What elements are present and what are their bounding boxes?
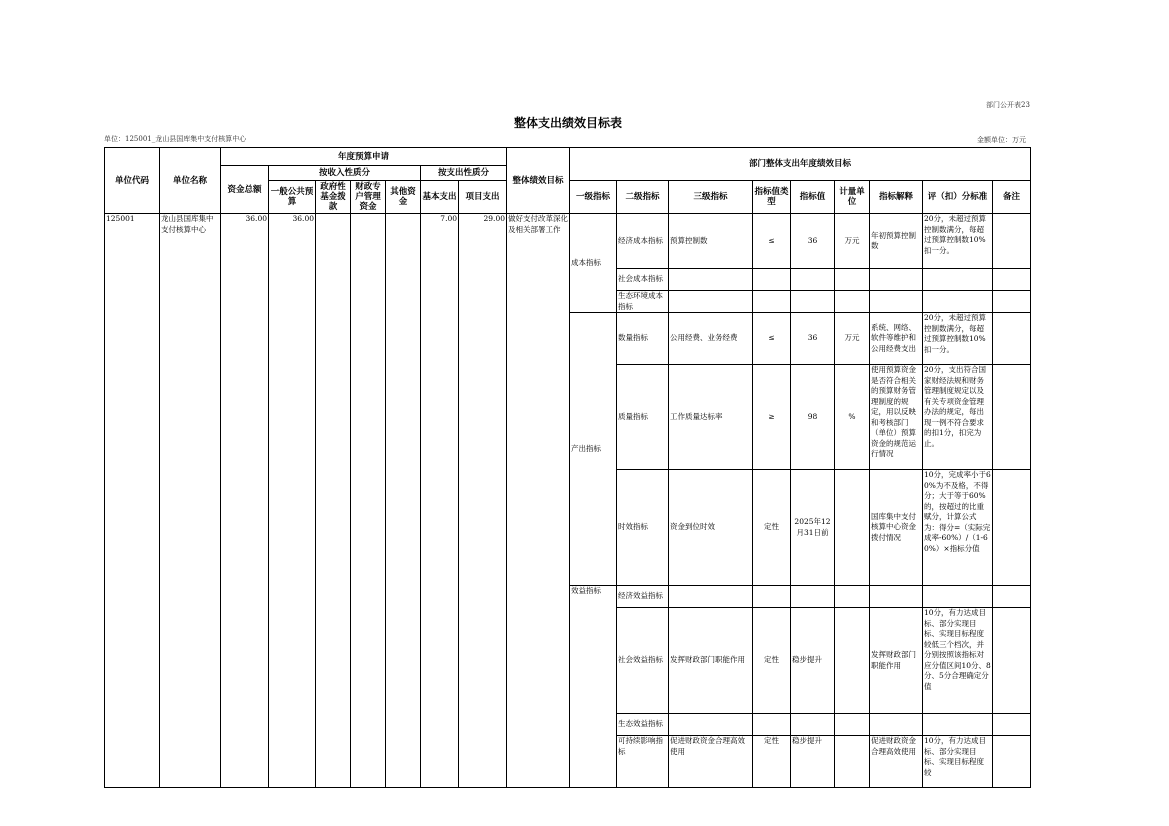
cell-unit [835, 586, 870, 608]
header-by-expense: 按支出性质分 [421, 166, 507, 181]
cell-unit [835, 470, 870, 586]
cell-l2: 社会成本指标 [617, 269, 669, 291]
cell-score [923, 291, 993, 313]
cell-score [923, 269, 993, 291]
header-level1: 一级指标 [570, 181, 617, 214]
cell-basic-expense: 7.00 [421, 214, 459, 788]
cell-l2: 数量指标 [617, 313, 669, 365]
cell-score: 10分，有力达成目标、部分实现目标、实现目标程度较 [923, 736, 993, 788]
header-dept-goal: 部门整体支出年度绩效目标 [570, 148, 1031, 181]
cell-project-expense: 29.00 [459, 214, 507, 788]
cell-l2: 生态效益指标 [617, 714, 669, 736]
cell-unit: 万元 [835, 214, 870, 269]
cell-total-funds: 36.00 [221, 214, 269, 788]
cell-remark [993, 736, 1031, 788]
cell-explain [870, 586, 923, 608]
header-basic-expense: 基本支出 [421, 181, 459, 214]
header-annual-budget: 年度预算申请 [221, 148, 507, 166]
cell-unit: 万元 [835, 313, 870, 365]
header-remark: 备注 [993, 181, 1031, 214]
header-unit-code: 单位代码 [105, 148, 160, 214]
cell-remark [993, 214, 1031, 269]
cell-value [791, 714, 835, 736]
cell-l3 [669, 586, 753, 608]
cell-l2: 时效指标 [617, 470, 669, 586]
cell-l3: 促进财政资金合理高效使用 [669, 736, 753, 788]
header-scoring: 评（扣）分标准 [923, 181, 993, 214]
cell-remark [993, 291, 1031, 313]
cell-remark [993, 365, 1031, 470]
cell-value: 稳步提升 [791, 736, 835, 788]
header-value: 指标值 [791, 181, 835, 214]
cell-value [791, 269, 835, 291]
header-unit: 计量单位 [835, 181, 870, 214]
cell-unit [835, 608, 870, 714]
cell-explain: 国库集中支付核算中心资金拨付情况 [870, 470, 923, 586]
cell-explain [870, 269, 923, 291]
cell-value [791, 586, 835, 608]
header-level2: 二级指标 [617, 181, 669, 214]
cell-l2: 质量指标 [617, 365, 669, 470]
performance-table [104, 147, 1031, 788]
level1-cost: 成本指标 [570, 214, 617, 313]
cell-explain: 年初预算控制数 [870, 214, 923, 269]
cell-vtype: ≤ [753, 313, 791, 365]
header-project-expense: 项目支出 [459, 181, 507, 214]
cell-unit-name: 龙山县国库集中支付核算中心 [160, 214, 221, 788]
cell-value: 36 [791, 214, 835, 269]
amount-unit-label: 金额单位：万元 [977, 136, 1026, 144]
unit-label: 单位：125001_龙山县国库集中支付核算中心 [104, 135, 247, 143]
cell-l3: 资金到位时效 [669, 470, 753, 586]
cell-l3 [669, 714, 753, 736]
cell-unit [835, 736, 870, 788]
cell-remark [993, 714, 1031, 736]
cell-explain: 使用预算资金是否符合相关的预算财务管理制度的规定，用以反映和考核部门（单位）预算资金的规范运行情况 [870, 365, 923, 470]
cell-score: 10分，有力达成目标、部分实现目标、实现目标程度较低三个档次，并分别按照该指标对应分值区间10分、8分、5分合理确定分值 [923, 608, 993, 714]
level1-output: 产出指标 [570, 313, 617, 586]
cell-unit: % [835, 365, 870, 470]
cell-explain [870, 714, 923, 736]
page-tag: 部门公开表23 [986, 101, 1030, 109]
cell-vtype: 定性 [753, 470, 791, 586]
cell-remark [993, 608, 1031, 714]
cell-score: 10分，完成率小于60%为不及格，不得分；大于等于60%的，按超过的比重赋分，计算公式为：得分=（实际完成率-60%）/（1-60%）×指标分值 [923, 470, 993, 586]
header-by-income: 按收入性质分 [269, 166, 421, 181]
cell-l2: 社会效益指标 [617, 608, 669, 714]
cell-vtype: 定性 [753, 736, 791, 788]
cell-vtype: ≤ [753, 214, 791, 269]
cell-explain: 促进财政资金合理高效使用 [870, 736, 923, 788]
cell-value: 36 [791, 313, 835, 365]
cell-value: 2025年12月31日前 [791, 470, 835, 586]
cell-remark [993, 313, 1031, 365]
cell-explain [870, 291, 923, 313]
cell-l2: 经济效益指标 [617, 586, 669, 608]
cell-vtype [753, 269, 791, 291]
header-fiscal-special: 财政专户管理资金 [351, 181, 386, 214]
cell-vtype: ≥ [753, 365, 791, 470]
header-general-budget: 一般公共预算 [269, 181, 316, 214]
cell-explain: 发挥财政部门职能作用 [870, 608, 923, 714]
cell-remark [993, 269, 1031, 291]
cell-l3 [669, 269, 753, 291]
cell-gov-fund [316, 214, 351, 788]
level1-benefit: 效益指标 [570, 586, 617, 788]
cell-l3 [669, 291, 753, 313]
page-title: 整体支出绩效目标表 [514, 116, 623, 130]
cell-vtype [753, 714, 791, 736]
cell-l2: 经济成本指标 [617, 214, 669, 269]
cell-score [923, 714, 993, 736]
cell-remark [993, 470, 1031, 586]
header-gov-fund: 政府性基金拨款 [316, 181, 351, 214]
cell-unit [835, 291, 870, 313]
cell-l3: 工作质量达标率 [669, 365, 753, 470]
cell-score: 20分，支出符合国家财经法规和财务管理制度规定以及有关专项资金管理办法的规定，每出现一例不符合要求的扣1分，扣完为止。 [923, 365, 993, 470]
cell-unit [835, 714, 870, 736]
header-other-funds: 其他资金 [386, 181, 421, 214]
cell-vtype [753, 586, 791, 608]
cell-l2: 生态环境成本指标 [617, 291, 669, 313]
cell-other-funds [386, 214, 421, 788]
cell-general-budget: 36.00 [269, 214, 316, 788]
cell-score [923, 586, 993, 608]
cell-l3: 发挥财政部门职能作用 [669, 608, 753, 714]
header-unit-name: 单位名称 [160, 148, 221, 214]
cell-unit [835, 269, 870, 291]
cell-remark [993, 586, 1031, 608]
cell-l3: 公用经费、业务经费 [669, 313, 753, 365]
cell-vtype: 定性 [753, 608, 791, 714]
table-row [105, 214, 1031, 269]
cell-unit-code: 125001 [105, 214, 160, 788]
cell-fiscal-special [351, 214, 386, 788]
cell-explain: 系统、网络、软件等维护和公用经费支出 [870, 313, 923, 365]
cell-value [791, 291, 835, 313]
header-value-type: 指标值类型 [753, 181, 791, 214]
cell-value: 98 [791, 365, 835, 470]
header-total-funds: 资金总额 [221, 166, 269, 214]
cell-l2: 可持续影响指标 [617, 736, 669, 788]
header-explain: 指标解释 [870, 181, 923, 214]
cell-score: 20分，未超过预算控制数满分，每超过预算控制数10%扣一分。 [923, 214, 993, 269]
cell-overall-goal: 做好支付改革深化及相关部署工作 [507, 214, 570, 788]
cell-score: 20分，未超过预算控制数满分，每超过预算控制数10%扣一分。 [923, 313, 993, 365]
header-level3: 三级指标 [669, 181, 753, 214]
cell-vtype [753, 291, 791, 313]
header-overall-goal: 整体绩效目标 [507, 148, 570, 214]
cell-l3: 预算控制数 [669, 214, 753, 269]
cell-value: 稳步提升 [791, 608, 835, 714]
